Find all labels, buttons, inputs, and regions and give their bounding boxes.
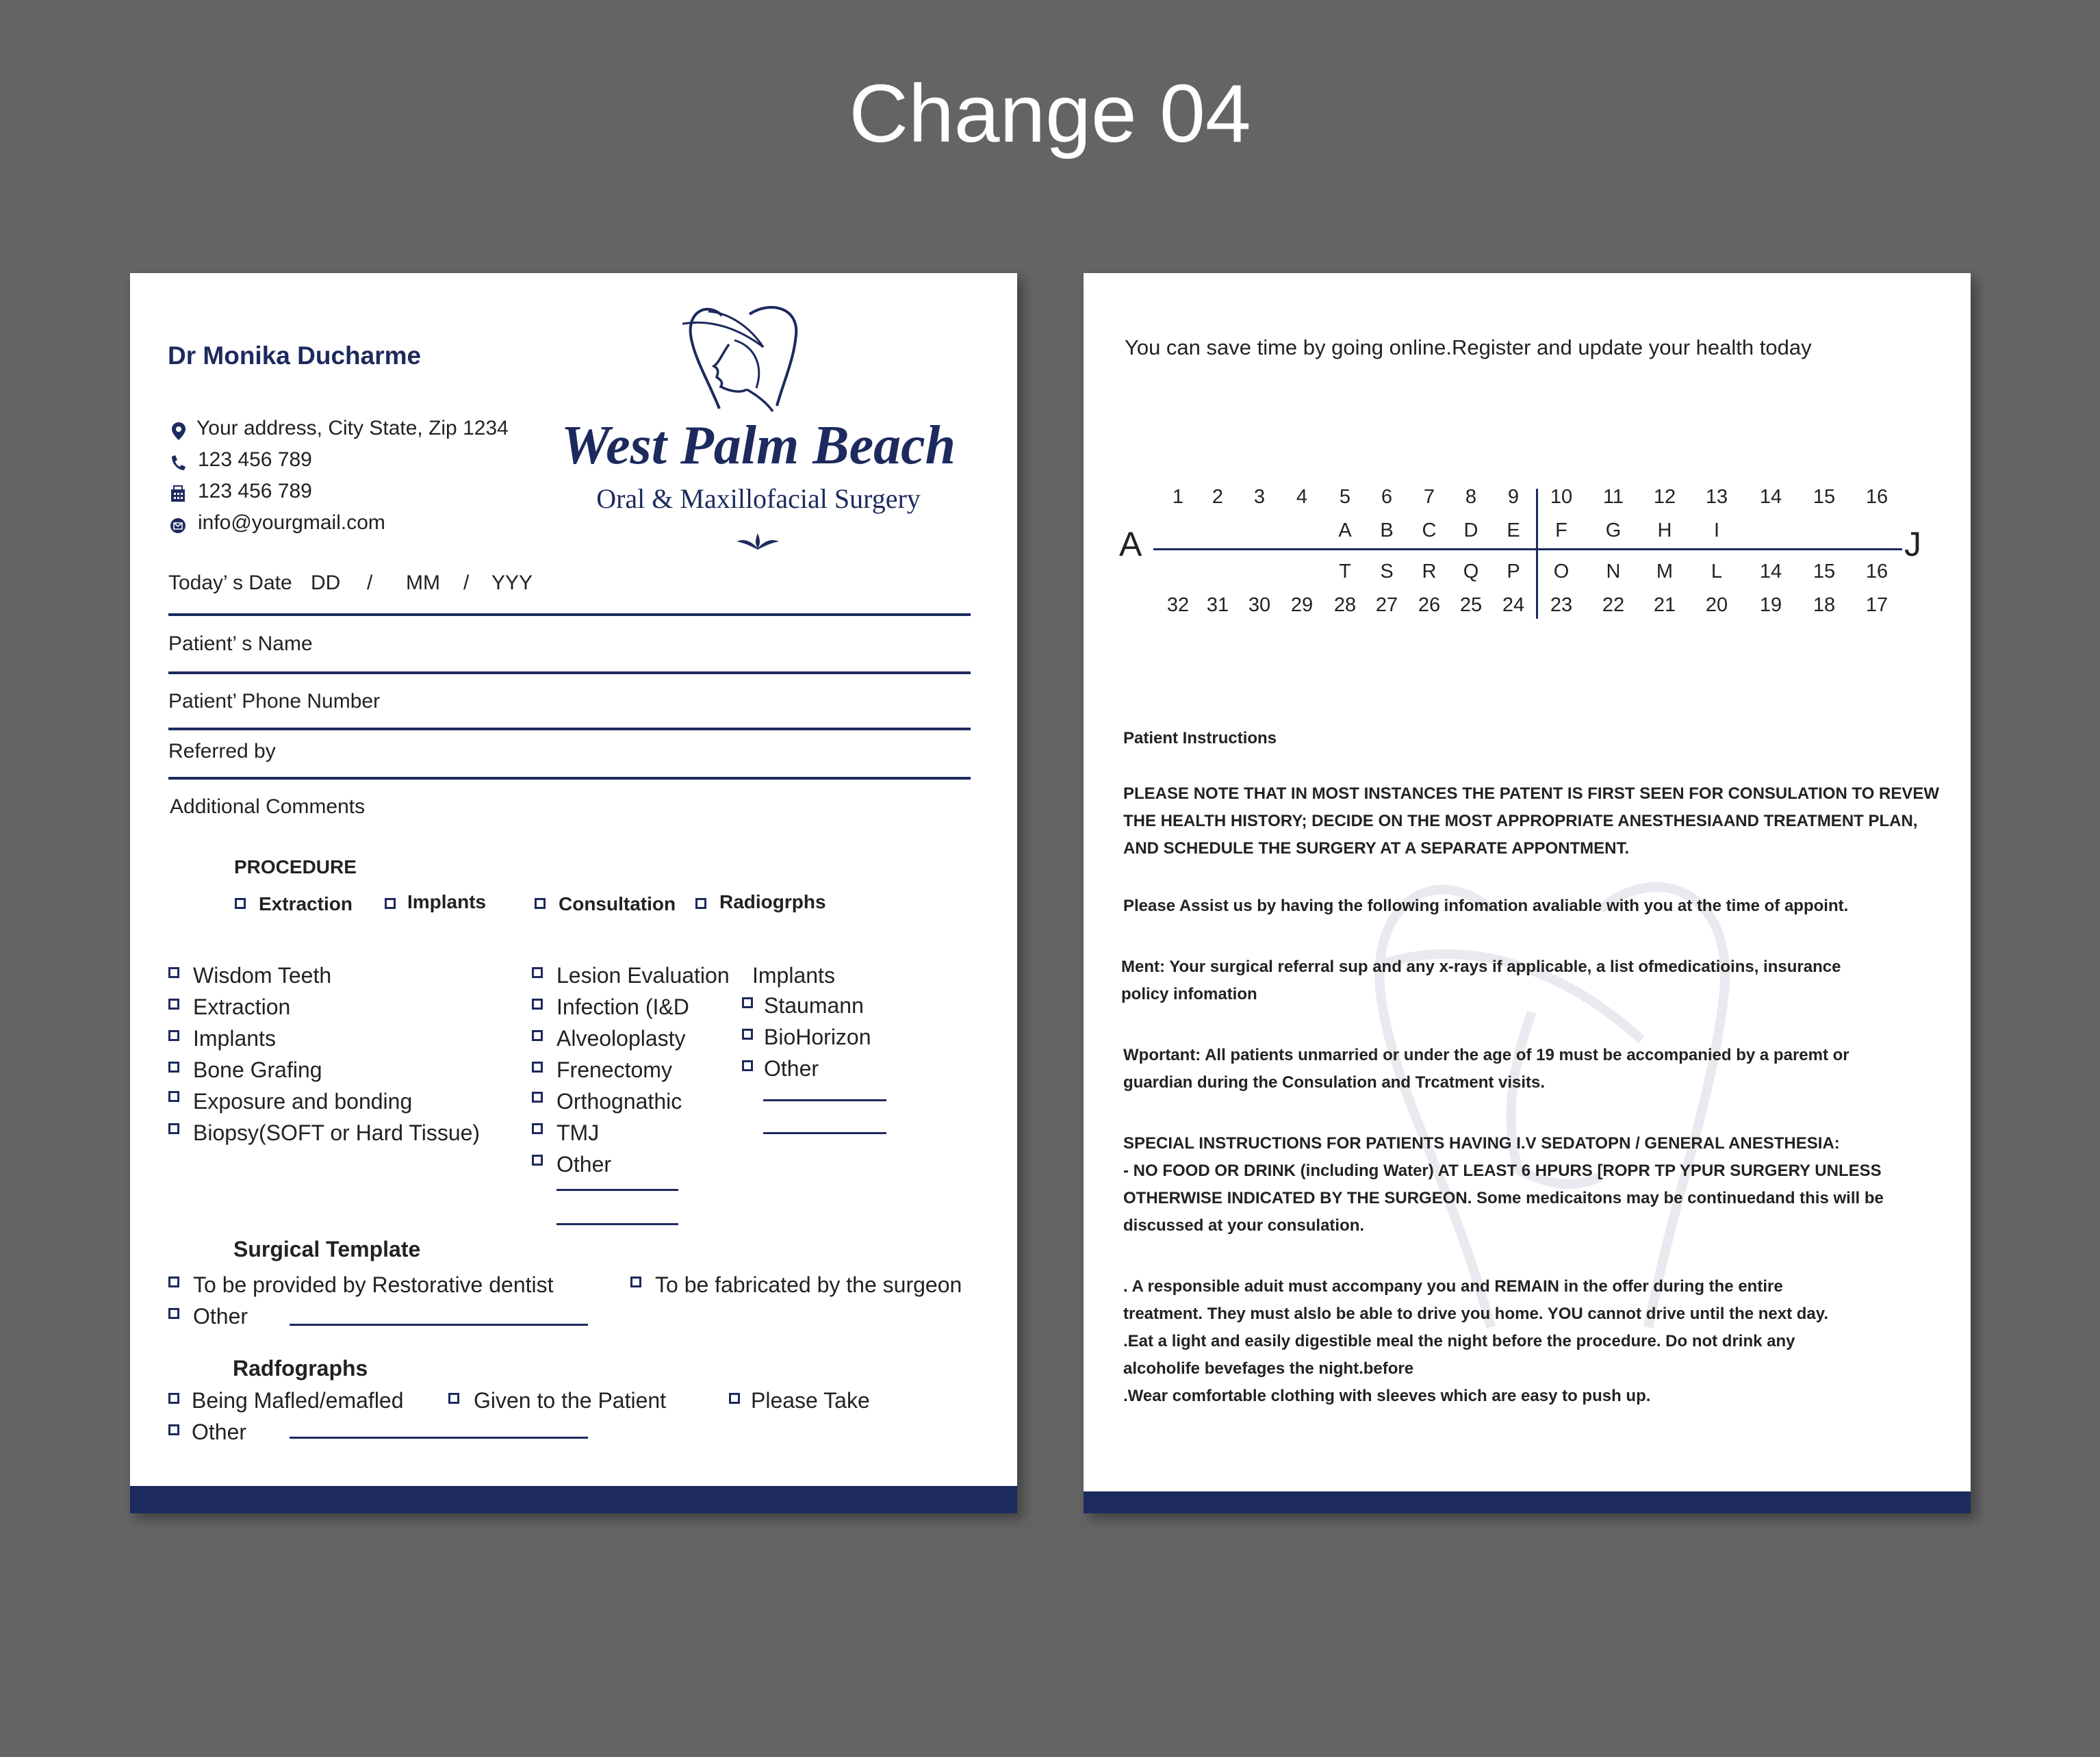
- logo-brand: West Palm Beach: [561, 415, 956, 476]
- footer-band: [1084, 1491, 1971, 1513]
- given-checkbox[interactable]: [448, 1393, 459, 1404]
- tooth-number[interactable]: 12: [1653, 486, 1676, 508]
- template-other-label: Other: [193, 1304, 248, 1329]
- procedure-implants-checkbox[interactable]: [385, 898, 396, 909]
- tooth-letter[interactable]: S: [1380, 561, 1394, 582]
- col1-checkbox[interactable]: [168, 967, 179, 978]
- mailed-checkbox[interactable]: [168, 1393, 179, 1404]
- contact-address: Your address, City State, Zip 1234: [196, 417, 509, 439]
- procedure-consultation-label: Consultation: [559, 893, 676, 914]
- tooth-number[interactable]: 14: [1759, 561, 1782, 582]
- tooth-letter[interactable]: M: [1656, 561, 1674, 582]
- tooth-letter[interactable]: F: [1555, 520, 1567, 541]
- tooth-letter[interactable]: R: [1422, 561, 1437, 582]
- tooth-number[interactable]: 28: [1333, 594, 1357, 616]
- col2-checkbox[interactable]: [532, 1030, 543, 1041]
- tooth-number[interactable]: 31: [1206, 594, 1229, 616]
- date-label: Today’ s Date: [168, 572, 292, 594]
- tooth-number[interactable]: 15: [1813, 486, 1836, 508]
- phone-icon: [168, 452, 186, 473]
- col3-label: Staumann: [764, 993, 864, 1018]
- tooth-number[interactable]: 24: [1502, 594, 1525, 616]
- tooth-letter[interactable]: O: [1553, 561, 1570, 582]
- col2-checkbox[interactable]: [532, 967, 543, 978]
- instructions-paragraph: Wportant: All patients unmarried or under the age of 19 must be accompanied by a paremt or guardian during the Consulation and Trcatment visits.: [1123, 1046, 1849, 1092]
- email-icon: [169, 515, 187, 536]
- tooth-number[interactable]: 26: [1418, 594, 1441, 616]
- tooth-number[interactable]: 25: [1459, 594, 1483, 616]
- instructions-paragraph: . A responsible aduit must accompany you and REMAIN in the offer during the entire treatment. They must alslo be able to drive you home. YOU cannot drive until the next day. .Eat a light and easily digestible meal the night before the procedure. Do not drink any alcoholife bevefages the night.before .Wear comfortable clothing with sleeves which are easy to push up.: [1123, 1277, 1828, 1405]
- col2-label: Alveoloplasty: [556, 1026, 686, 1051]
- take-checkbox[interactable]: [729, 1393, 740, 1404]
- procedure-radiographs-label: Radiogrphs: [719, 891, 826, 912]
- col2-checkbox[interactable]: [532, 1062, 543, 1073]
- given-label: Given to the Patient: [474, 1388, 667, 1413]
- intake-form-back: [1084, 273, 1971, 1513]
- col2-label: TMJ: [556, 1120, 600, 1145]
- tooth-number[interactable]: 16: [1865, 561, 1888, 582]
- fabricated-checkbox[interactable]: [630, 1277, 641, 1287]
- restorative-checkbox[interactable]: [168, 1277, 179, 1287]
- tooth-number[interactable]: 32: [1166, 594, 1190, 616]
- contact-phone: 123 456 789: [198, 448, 312, 471]
- tooth-number[interactable]: 11: [1602, 486, 1624, 508]
- col1-label: Wisdom Teeth: [193, 963, 332, 988]
- tooth-letter[interactable]: A: [1338, 520, 1352, 541]
- col1-checkbox[interactable]: [168, 999, 179, 1010]
- implants-col-title: Implants: [752, 963, 835, 988]
- procedure-implants-label: Implants: [407, 891, 487, 912]
- take-label: Please Take: [751, 1388, 870, 1413]
- tooth-letter[interactable]: E: [1507, 520, 1520, 541]
- col2-other-field[interactable]: [556, 1189, 678, 1191]
- tooth-letter[interactable]: C: [1422, 520, 1437, 541]
- tooth-number[interactable]: 17: [1865, 594, 1888, 616]
- tooth-number[interactable]: 30: [1248, 594, 1271, 616]
- col3-label: BioHorizon: [764, 1025, 871, 1049]
- doctor-name: Dr Monika Ducharme: [168, 342, 422, 370]
- tooth-letter[interactable]: I: [1713, 520, 1720, 541]
- tooth-letter[interactable]: D: [1463, 520, 1478, 541]
- restorative-label: To be provided by Restorative dentist: [193, 1272, 554, 1297]
- col1-checkbox[interactable]: [168, 1091, 179, 1102]
- fabricated-label: To be fabricated by the surgeon: [655, 1272, 962, 1297]
- tooth-letter[interactable]: H: [1657, 520, 1672, 541]
- chart-horizontal-axis: [1153, 548, 1902, 550]
- chart-left-label: A: [1119, 525, 1142, 563]
- tooth-letter[interactable]: G: [1605, 520, 1622, 541]
- col1-label: Bone Grafing: [193, 1057, 322, 1082]
- surgical-template-title: Surgical Template: [233, 1237, 421, 1261]
- col3-checkbox[interactable]: [742, 1029, 753, 1040]
- radio-other-field[interactable]: [290, 1437, 588, 1439]
- tooth-letter[interactable]: T: [1339, 561, 1351, 582]
- col2-checkbox[interactable]: [532, 1123, 543, 1134]
- referred-by-field[interactable]: [168, 777, 971, 780]
- procedure-consultation-checkbox[interactable]: [535, 898, 546, 909]
- col3-checkbox[interactable]: [742, 1060, 753, 1071]
- tooth-number[interactable]: 15: [1813, 561, 1836, 582]
- tooth-number[interactable]: 23: [1550, 594, 1573, 616]
- tooth-number[interactable]: 14: [1759, 486, 1782, 508]
- tooth-number[interactable]: 6: [1381, 486, 1393, 508]
- chart-right-label: J: [1904, 525, 1921, 563]
- footer-band: [130, 1486, 1017, 1513]
- instructions-title: Patient Instructions: [1123, 729, 1277, 747]
- patient-name-field[interactable]: [168, 671, 971, 674]
- logo-subtitle: Oral & Maxillofacial Surgery: [596, 483, 921, 514]
- tooth-number[interactable]: 7: [1423, 486, 1435, 508]
- referred-by-label: Referred by: [168, 740, 276, 762]
- tooth-number[interactable]: 2: [1212, 486, 1224, 508]
- template-other-checkbox[interactable]: [168, 1308, 179, 1319]
- tooth-number[interactable]: 13: [1705, 486, 1728, 508]
- tooth-number[interactable]: 4: [1296, 486, 1308, 508]
- col2-label: Lesion Evaluation: [556, 963, 730, 988]
- tooth-letter[interactable]: P: [1507, 561, 1520, 582]
- date-field[interactable]: [168, 613, 971, 616]
- date-dd: DD: [311, 572, 341, 594]
- instructions-paragraph: Please Assist us by having the following infomation avaliable with you at the time of appoint.: [1123, 897, 1849, 915]
- tooth-number[interactable]: 3: [1253, 486, 1266, 508]
- tooth-number[interactable]: 8: [1465, 486, 1477, 508]
- col3-label: Other: [764, 1056, 819, 1081]
- tooth-number[interactable]: 19: [1759, 594, 1782, 616]
- tooth-number[interactable]: 22: [1602, 594, 1625, 616]
- col2-other-field-2[interactable]: [556, 1223, 678, 1225]
- procedure-extraction-checkbox[interactable]: [235, 898, 246, 909]
- col1-checkbox[interactable]: [168, 1123, 179, 1134]
- col2-checkbox[interactable]: [532, 1092, 543, 1103]
- date-slash-1: /: [367, 572, 373, 594]
- procedure-extraction-label: Extraction: [259, 893, 353, 914]
- patient-phone-field[interactable]: [168, 728, 971, 730]
- date-slash-2: /: [463, 572, 470, 594]
- col1-checkbox[interactable]: [168, 1030, 179, 1041]
- patient-name-label: Patient’ s Name: [168, 632, 313, 655]
- tooth-number[interactable]: 1: [1172, 486, 1184, 508]
- fax-icon: [169, 484, 187, 504]
- col1-label: Biopsy(SOFT or Hard Tissue): [193, 1120, 481, 1145]
- contact-fax: 123 456 789: [198, 480, 312, 502]
- radio-other-checkbox[interactable]: [168, 1424, 179, 1435]
- tooth-letter[interactable]: B: [1380, 520, 1394, 541]
- chart-vertical-axis: [1536, 489, 1538, 619]
- tooth-letter[interactable]: Q: [1463, 561, 1479, 582]
- date-mm: MM: [406, 572, 440, 594]
- col3-other-field[interactable]: [763, 1099, 886, 1101]
- tooth-letter[interactable]: N: [1606, 561, 1621, 582]
- tooth-number[interactable]: 20: [1705, 594, 1728, 616]
- col2-checkbox[interactable]: [532, 1155, 543, 1166]
- col2-label: Other: [556, 1152, 612, 1177]
- patient-phone-label: Patient’ Phone Number: [168, 690, 381, 713]
- instructions-paragraph: Ment: Your surgical referral sup and any x-rays if applicable, a list ofmedicatioins, insurance policy infomation: [1121, 958, 1841, 1003]
- page-heading: Change 04: [849, 68, 1251, 159]
- date-yyy: YYY: [491, 572, 533, 594]
- contact-email: info@yourgmail.com: [198, 511, 385, 534]
- col1-checkbox[interactable]: [168, 1062, 179, 1073]
- instructions-paragraph: PLEASE NOTE THAT IN MOST INSTANCES THE PATENT IS FIRST SEEN FOR CONSULATION TO REVEW THE HEALTH HISTORY; DECIDE ON THE MOST APPROPRIATE ANESTHESIAAND TREATMENT PLAN, AND SCHEDULE THE SURGERY AT A SEPARATE APPONTMENT.: [1123, 784, 1940, 858]
- tooth-number[interactable]: 21: [1653, 594, 1676, 616]
- tooth-number[interactable]: 29: [1290, 594, 1314, 616]
- col2-label: Infection (I&D: [556, 995, 689, 1019]
- location-pin-icon: [170, 421, 188, 441]
- col2-label: Orthognathic: [556, 1089, 682, 1114]
- radiographs-title: Radfographs: [233, 1356, 368, 1381]
- col1-label: Extraction: [193, 995, 291, 1019]
- col2-label: Frenectomy: [556, 1057, 672, 1082]
- intake-form-front: [130, 273, 1017, 1513]
- tooth-number[interactable]: 16: [1865, 486, 1888, 508]
- tooth-number[interactable]: 18: [1813, 594, 1836, 616]
- tooth-letter[interactable]: L: [1711, 561, 1723, 582]
- instructions-paragraph: SPECIAL INSTRUCTIONS FOR PATIENTS HAVING I.V SEDATOPN / GENERAL ANESTHESIA: - NO FOOD OR DRINK (including Water) AT LEAST 6 HPURS [ROPR TP YPUR SURGERY UNLESS OTHERWISE INDICATED BY THE SURGEON. Some medicaitons may be continuedand this will be discussed at your consulation.: [1123, 1134, 1884, 1235]
- col3-other-field-2[interactable]: [763, 1132, 886, 1134]
- tooth-face-logo-icon: [681, 299, 804, 421]
- mailed-label: Being Mafled/emafled: [192, 1388, 404, 1413]
- tooth-number[interactable]: 10: [1550, 486, 1573, 508]
- col3-checkbox[interactable]: [742, 997, 753, 1008]
- leaf-ornament-icon: [734, 530, 782, 551]
- col1-label: Exposure and bonding: [193, 1089, 413, 1114]
- additional-comments-label: Additional Comments: [170, 795, 366, 818]
- procedure-title: PROCEDURE: [234, 856, 357, 877]
- tooth-number[interactable]: 9: [1507, 486, 1520, 508]
- col2-checkbox[interactable]: [532, 999, 543, 1010]
- tooth-number[interactable]: 5: [1339, 486, 1351, 508]
- intro-text: You can save time by going online.Register and update your health today: [1125, 335, 1812, 359]
- template-other-field[interactable]: [290, 1324, 588, 1326]
- col1-label: Implants: [193, 1026, 276, 1051]
- procedure-radiographs-checkbox[interactable]: [695, 898, 706, 909]
- radio-other-label: Other: [192, 1420, 247, 1444]
- tooth-number[interactable]: 27: [1375, 594, 1398, 616]
